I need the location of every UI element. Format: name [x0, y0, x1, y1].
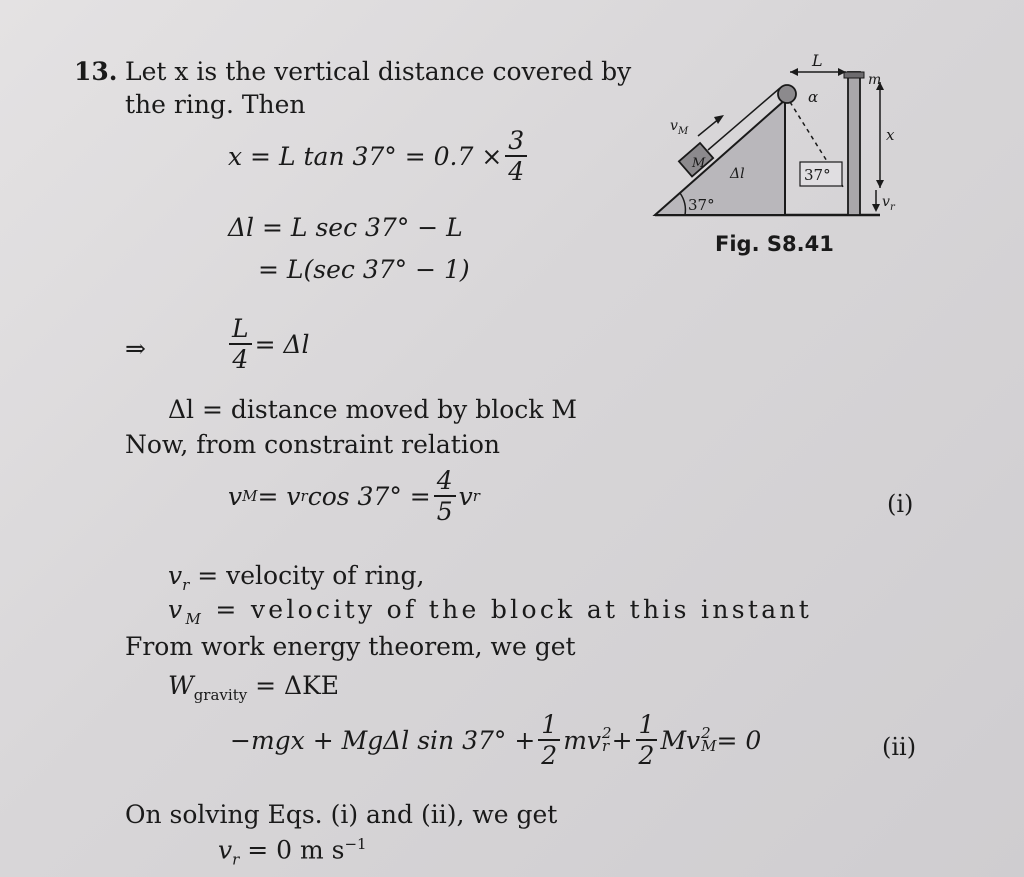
vm-symbol: v	[228, 481, 243, 511]
eq-ii-Mv: Mv	[660, 725, 701, 755]
solving-intro: On solving Eqs. (i) and (ii), we get	[125, 800, 558, 829]
fraction-den: 4	[232, 345, 249, 374]
fraction-4-5	[434, 468, 456, 524]
equation-x	[228, 128, 530, 184]
dl-definition: Δl = distance moved by block M	[168, 395, 577, 424]
fraction-num: 3	[505, 128, 527, 157]
label-vM: v	[670, 118, 678, 134]
work-energy-intro: From work energy theorem, we get	[125, 632, 576, 661]
intro-line-2: the ring. Then	[125, 90, 306, 119]
eq-ii-mv: mv	[563, 725, 602, 755]
label-37-left: 37°	[688, 196, 715, 214]
eq-ii-c-sup: 2	[701, 723, 711, 742]
vm-sub: M	[242, 487, 258, 505]
eq-ii-b-sup: 2	[602, 723, 612, 742]
equation-ii	[230, 712, 761, 768]
equation-L4	[226, 316, 310, 372]
eq-ii-c-sub: M	[701, 737, 717, 755]
final-result	[218, 835, 367, 868]
fraction-den: 4	[508, 157, 525, 186]
final-sup: −1	[344, 835, 367, 853]
label-vM-sub: M	[678, 126, 689, 137]
pulley	[778, 85, 796, 103]
w-gravity	[168, 671, 339, 704]
vr-tail: v	[458, 481, 473, 511]
label-m: m	[868, 72, 882, 88]
label-37-right: 37°	[804, 166, 831, 184]
vr-sub: r	[300, 487, 308, 505]
label-vr-sub: r	[890, 202, 895, 213]
label-M: M	[692, 156, 706, 171]
vm-def-symbol: v	[168, 595, 186, 624]
vr-definition	[168, 561, 424, 594]
vr-symbol: = v	[257, 481, 301, 511]
fraction-num: L	[229, 316, 252, 345]
w-sub: gravity	[193, 686, 248, 704]
fraction-half-2	[636, 712, 658, 768]
final-rhs: = 0 m s	[239, 835, 345, 865]
eq-ii-b-scripts	[602, 723, 612, 755]
fraction-num: 1	[636, 712, 658, 741]
eq-ii-c-scripts	[701, 723, 717, 755]
implies-arrow: ⇒	[125, 334, 146, 363]
figure-s8-41	[640, 50, 900, 230]
vm-definition	[168, 595, 812, 628]
label-x: x	[886, 126, 895, 144]
equation-L4-rhs: = Δl	[254, 329, 310, 359]
equation-vm	[228, 468, 480, 524]
x-arrow-bottom	[876, 180, 884, 188]
L-arrow-left	[790, 68, 798, 76]
fraction-L-4	[229, 316, 252, 372]
vr-def-text: = velocity of ring,	[189, 561, 425, 590]
equation-tag-ii: (ii)	[882, 733, 917, 761]
eq-ii-part-a: −mgx + MgΔl sin 37° +	[230, 725, 536, 755]
vm-def-sub: M	[185, 610, 205, 628]
equation-dl-1: Δl = L sec 37° − L	[228, 213, 463, 242]
fraction-den: 2	[638, 741, 655, 770]
label-vr: v	[882, 194, 890, 210]
vr-tail-sub: r	[472, 487, 480, 505]
fraction-half-1	[538, 712, 560, 768]
figure-caption: Fig. S8.41	[715, 232, 834, 256]
problem-number: 13.	[74, 57, 118, 86]
ring	[844, 72, 864, 78]
vr-def-sub: r	[182, 576, 190, 594]
equation-tag-i: (i)	[887, 490, 914, 518]
fraction-num: 1	[538, 712, 560, 741]
fraction-num: 4	[434, 468, 456, 497]
w-symbol: W	[168, 671, 194, 700]
vertical-rod	[848, 72, 860, 215]
fraction-den: 2	[541, 741, 558, 770]
eq-ii-plus: +	[611, 725, 633, 755]
fraction-3-4	[505, 128, 527, 184]
w-rhs: = ΔKE	[247, 671, 340, 700]
constraint-intro: Now, from constraint relation	[125, 430, 500, 459]
final-sub: r	[232, 850, 240, 869]
vr-arrow-head	[872, 204, 880, 212]
vr-def-symbol: v	[168, 561, 183, 590]
label-L: L	[812, 51, 823, 70]
final-symbol: v	[218, 835, 233, 865]
label-alpha: α	[808, 88, 819, 106]
fraction-den: 5	[436, 497, 453, 526]
cos-term: cos 37° =	[307, 481, 431, 511]
eq-ii-end: = 0	[716, 725, 762, 755]
vm-def-text: = velocity of the block at this instant	[204, 595, 813, 624]
equation-x-left: x = L tan 37° = 0.7 ×	[228, 141, 503, 171]
intro-line-1: Let x is the vertical distance covered by	[125, 57, 632, 86]
equation-dl-2: = L(sec 37° − 1)	[258, 255, 470, 284]
eq-ii-b-sub: r	[602, 737, 610, 755]
label-dl: Δl	[730, 166, 745, 182]
